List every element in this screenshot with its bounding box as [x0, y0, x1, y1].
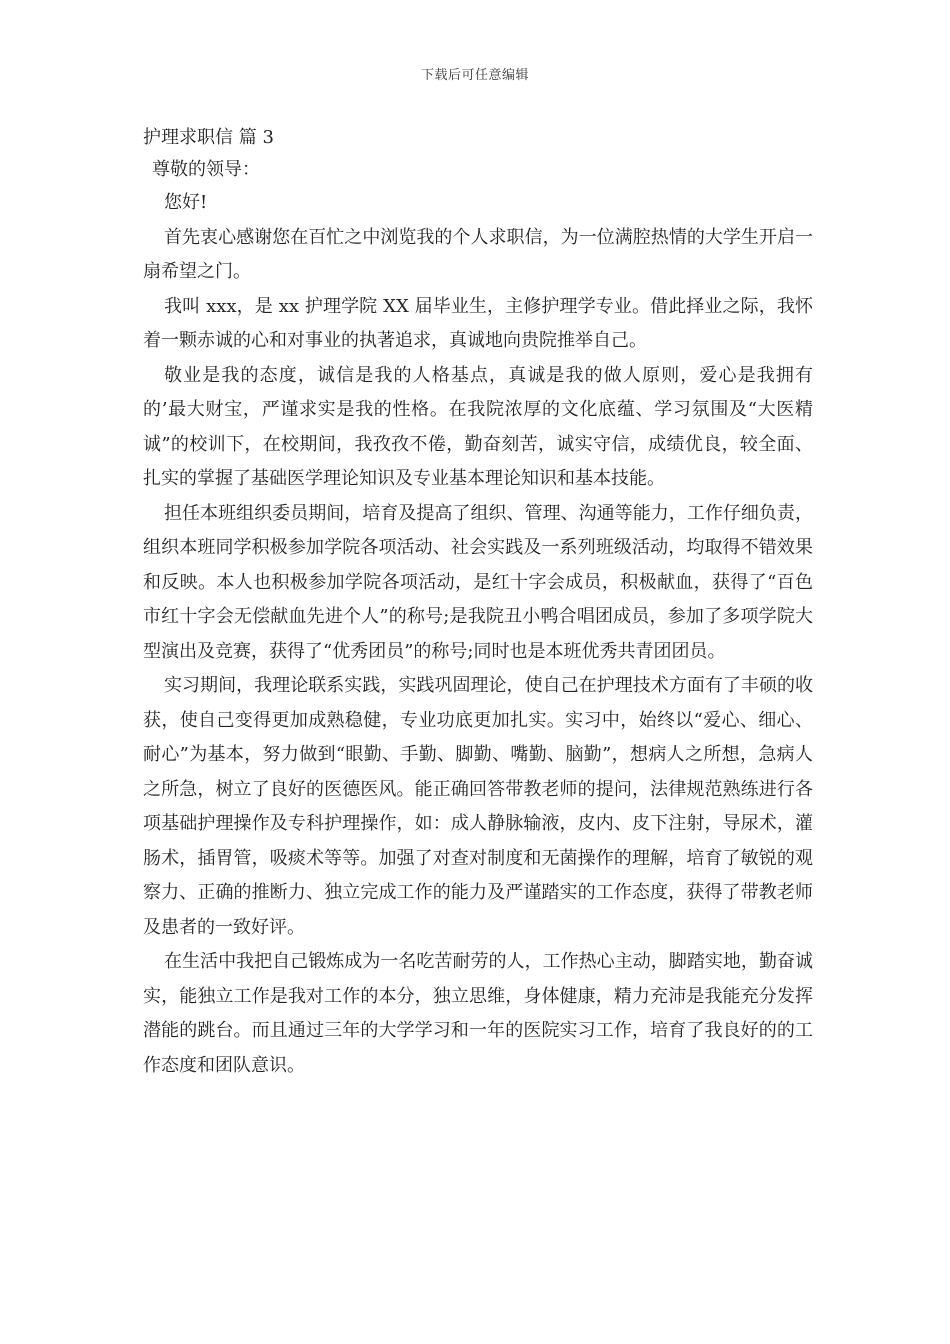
- page-header-note: 下载后可任意编辑: [420, 68, 529, 83]
- paragraph-self-introduction: 我叫 xxx，是 xx 护理学院 XX 届毕业生，主修护理学专业。借此择业之际，我怀着一颗赤诚的心和对事业的执著追求，真诚地向贵院推举自己。: [143, 295, 813, 351]
- document-body: [143, 122, 813, 1083]
- paragraph-personal-life: 在生活中我把自己锻炼成为一名吃苦耐劳的人，工作热心主动，脚踏实地，勤奋诚实，能独立工作是我对工作的本分，独立思维，身体健康，精力充沛是我能充分发挥潜能的跳台。而且通过三年的大学学习和一年的医院实习工作，培育了我良好的的工作态度和团队意识。: [143, 951, 813, 1076]
- paragraph-class-duties: 担任本班组织委员期间，培育及提高了组织、管理、沟通等能力，工作仔细负责，组织本班同学积极参加学院各项活动、社会实践及一系列班级活动，均取得不错效果和反映。本人也积极参加学院各项活动，是红十字会成员，积极献血，获得了“百色市红十字会无偿献血先进个人”的称号;是我院丑小鸭合唱团成员，参加了多项学院大型演出及竞赛，获得了“优秀团员”的称号;同时也是本班优秀共青团团员。: [143, 502, 813, 662]
- paragraph-internship: 实习期间，我理论联系实践，实践巩固理论，使自己在护理技术方面有了丰硕的收获，使自己变得更加成熟稳健，专业功底更加扎实。实习中，始终以“爱心、细心、耐心”为基本，努力做到“眼勤、手勤、脚勤、嘴勤、脑勤”，想病人之所想，急病人之所急，树立了良好的医德医风。能正确回答带教老师的提问，法律规范熟练进行各项基础护理操作及专科护理操作，如：成人静脉输液，皮内、皮下注射，导尿术，灌肠术，插胃管，吸痰术等等。加强了对查对制度和无菌操作的理解，培育了敏锐的观察力、正确的推断力、独立完成工作的能力及严谨踏实的工作态度，获得了带教老师及患者的一致好评。: [143, 675, 813, 938]
- document-title: 护理求职信 篇 3: [143, 127, 274, 148]
- paragraph-intro: 首先衷心感谢您在百忙之中浏览我的个人求职信，为一位满腔热情的大学生开启一扇希望之门。: [143, 226, 813, 282]
- salutation: 尊敬的领导：: [152, 159, 260, 180]
- paragraph-attitude: 敬业是我的态度，诚信是我的人格基点，真诚是我的做人原则，爱心是我拥有的’最大财宝，严谨求实是我的性格。在我院浓厚的文化底蕴、学习氛围及“大医精诚”的校训下，在校期间，我孜孜不倦，勤奋刻苦，诚实守信，成绩优良，较全面、扎实的掌握了基础医学理论知识及专业基本理论知识和基本技能。: [143, 364, 813, 489]
- greeting: 您好!: [164, 192, 208, 213]
